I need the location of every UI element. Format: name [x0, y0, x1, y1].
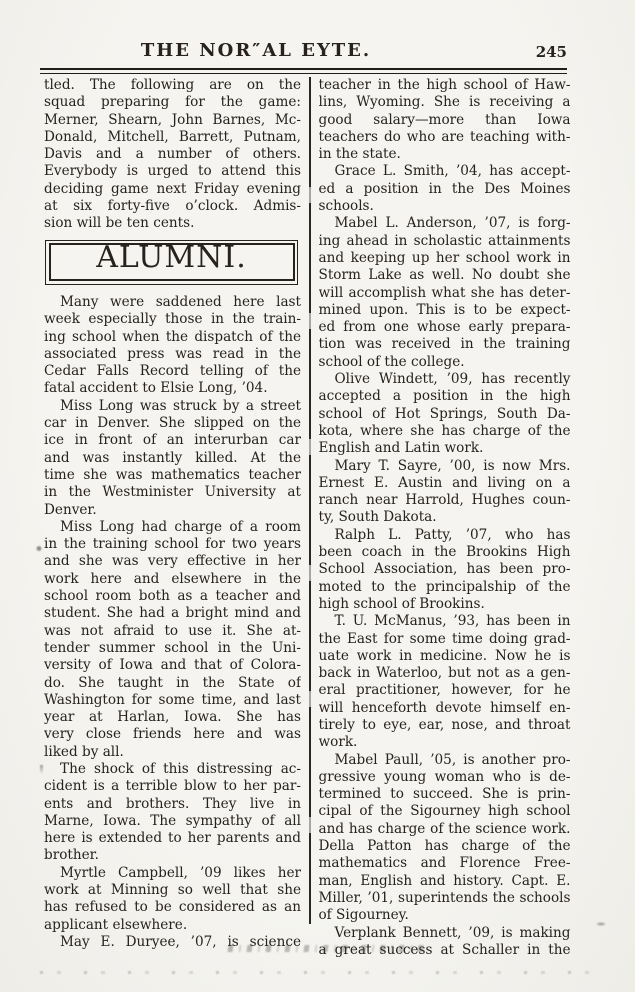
text-line: Mabel L. Anderson, ’07, is forg-: [334, 215, 571, 232]
text-line: squad preparing for the game:: [44, 94, 301, 111]
text-line: year at Harlan, Iowa. She has: [44, 709, 301, 726]
text-line: Davis and a number of others.: [44, 146, 301, 163]
text-line: week especially those in the train-: [44, 311, 301, 328]
text-line: associated press was read in the: [44, 345, 301, 362]
text-line: liked by all.: [44, 743, 124, 760]
text-line: good salary—more than Iowa: [318, 111, 571, 128]
text-line: fatal accident to Elsie Long, ’04.: [44, 380, 268, 397]
text-line: work at Minning so well that she: [44, 882, 301, 899]
text-columns: [44, 77, 571, 959]
text-line: ing school when the dispatch of the: [44, 328, 301, 345]
text-line: English and Latin work.: [318, 440, 484, 457]
paragraph: [319, 458, 571, 527]
text-line: ed from one whose early prepara-: [318, 319, 571, 336]
text-line: applicant elsewhere.: [44, 916, 188, 933]
section-heading-box-inner: [49, 240, 295, 281]
text-line: May E. Duryee, ’07, is science: [60, 933, 301, 950]
scan-artifact-margin-mark: [36, 545, 42, 552]
paragraph: [44, 294, 301, 398]
text-line: gressive young woman who is de-: [318, 768, 571, 785]
paragraph: [44, 761, 301, 865]
text-line: Washington for some time, and last: [44, 691, 301, 708]
text-line: T. U. McManus, ’93, has been in: [334, 613, 571, 630]
text-line: Merner, Shearn, John Barnes, Mc-: [44, 111, 301, 128]
text-line: work.: [318, 734, 358, 751]
text-line: The shock of this distressing ac-: [60, 760, 301, 777]
text-line: and keeping up her school work in: [318, 249, 571, 266]
text-line: has refused to be considered as an: [44, 899, 301, 916]
text-line: tirely to eye, ear, nose, and throat: [318, 716, 571, 733]
text-line: Miss Long had charge of a room: [60, 518, 301, 535]
text-line: school of the college.: [318, 353, 465, 370]
scan-artifact-edge-smudge: [596, 922, 606, 926]
text-line: will accomplish what she has deter-: [318, 284, 571, 301]
text-line: work here and elsewhere in the: [44, 570, 301, 587]
scan-artifact-margin-tick: [40, 765, 43, 774]
text-line: deciding game next Friday evening: [44, 180, 301, 197]
header-double-rule: [40, 68, 567, 74]
text-line: car in Denver. She slipped on the: [44, 415, 301, 432]
text-line: the East for some time doing grad-: [318, 630, 571, 647]
text-line: kota, where she has charge of the: [318, 422, 571, 439]
text-line: at six forty-five o’clock. Admis-: [44, 198, 301, 215]
text-line: Marne, Iowa. The sympathy of all: [44, 812, 301, 829]
text-line: mathematics and Florence Free-: [318, 855, 571, 872]
text-line: time she was mathematics teacher: [44, 466, 301, 483]
text-line: ranch near Harrold, Hughes coun-: [318, 492, 571, 509]
text-line: do. She taught in the State of: [44, 674, 301, 691]
text-line: in the state.: [318, 146, 401, 163]
text-line: been coach in the Brookins High: [318, 544, 571, 561]
column-divider-rule: [309, 77, 311, 924]
paragraph: [44, 519, 301, 761]
text-line: teacher in the high school of Haw-: [318, 77, 571, 93]
right-column-paragraphs: [319, 77, 571, 959]
text-line: cident is a terrible blow to her par-: [44, 778, 301, 795]
paragraph: [44, 865, 301, 934]
text-line: ty, South Dakota.: [318, 509, 437, 526]
paragraph: [44, 398, 301, 519]
text-line: Many were saddened here last: [60, 293, 301, 310]
text-line: Grace L. Smith, ’04, has accept-: [334, 163, 571, 180]
left-column-paragraphs: [44, 294, 301, 951]
paragraph: [44, 77, 301, 233]
text-line: uate work in medicine. Now he is: [318, 647, 571, 664]
text-line: lins, Wyoming. She is receiving a: [318, 94, 571, 111]
text-line: in the training school for two years: [44, 536, 301, 553]
text-line: and has charge of the science work.: [318, 820, 571, 837]
text-line: student. She had a bright mind and: [44, 605, 301, 622]
text-line: ents and brothers. They live in: [44, 795, 301, 812]
text-line: Cedar Falls Record telling of the: [44, 363, 301, 380]
text-line: eral practitioner, however, for he: [318, 682, 571, 699]
page-number: 245: [535, 43, 567, 61]
text-line: Verplank Bennett, ’09, is making: [334, 924, 571, 941]
text-line: Denver.: [44, 501, 97, 518]
text-line: Myrtle Campbell, ’09 likes her: [60, 864, 301, 881]
text-line: Ralph L. Patty, ’07, who has: [334, 526, 571, 543]
text-line: Everybody is urged to attend this: [44, 163, 301, 180]
text-line: brother.: [44, 847, 99, 864]
left-column-top-paragraphs: [44, 77, 301, 233]
paragraph: [319, 925, 571, 960]
paragraph: [319, 215, 571, 371]
text-line: moted to the principalship of the: [318, 578, 571, 595]
text-line: accepted a position in the high: [318, 388, 571, 405]
text-line: in the Westminister University at: [44, 484, 301, 501]
text-line: schools.: [318, 198, 374, 215]
text-line: a great success at Schaller in the: [318, 941, 571, 958]
paragraph: [319, 752, 571, 925]
text-line: teachers do who are teaching with-: [318, 128, 571, 145]
paragraph: [319, 527, 571, 613]
text-line: of Sigourney.: [318, 907, 409, 924]
section-heading: ALUMNI.: [96, 240, 247, 276]
left-column: [44, 77, 301, 951]
text-line: Miller, ’01, superintends the schools: [318, 889, 571, 906]
text-line: very close friends here and was: [44, 726, 301, 743]
text-line: will henceforth devote himself en-: [318, 699, 571, 716]
text-line: school room both as a teacher and: [44, 588, 301, 605]
page-title: THE NOR″AL EYTE.: [140, 40, 372, 61]
text-line: versity of Iowa and that of Colora-: [44, 657, 301, 674]
section-heading-box: [45, 240, 298, 285]
text-line: Miss Long was struck by a street: [60, 397, 301, 414]
text-line: Ernest E. Austin and living on a: [318, 474, 571, 491]
paragraph: [319, 371, 571, 457]
text-line: was not afraid to use it. She at-: [44, 622, 301, 639]
paragraph: [319, 613, 571, 751]
text-line: Mabel Paull, ’05, is another pro-: [334, 751, 571, 768]
text-line: here is extended to her parents and: [44, 830, 301, 847]
text-line: back in Waterloo, but not as a gen-: [318, 665, 571, 682]
text-line: Della Patton has charge of the: [318, 838, 571, 855]
text-line: and was instantly killed. At the: [44, 449, 301, 466]
text-line: ed a position in the Des Moines: [318, 180, 571, 197]
text-line: tion was received in the training: [318, 336, 571, 353]
text-line: mined upon. This is to be expect-: [318, 301, 571, 318]
text-line: tled. The following are on the: [44, 77, 301, 93]
text-line: termined to succeed. She is prin-: [318, 786, 571, 803]
right-column: [314, 77, 571, 959]
paragraph: [44, 934, 301, 951]
text-line: Mary T. Sayre, ’00, is now Mrs.: [334, 457, 571, 474]
text-line: high school of Brookins.: [318, 595, 485, 612]
text-line: Donald, Mitchell, Barrett, Putnam,: [44, 128, 301, 145]
text-line: Storm Lake as well. No doubt she: [318, 267, 571, 284]
text-line: tender summer school in the Uni-: [44, 639, 301, 656]
text-line: ice in front of an interurban car: [44, 432, 301, 449]
scan-artifact-dotted-row: [40, 971, 600, 974]
text-line: Olive Windett, ’09, has recently: [334, 371, 571, 388]
paragraph: [319, 77, 571, 163]
text-line: school of Hot Springs, South Da-: [318, 405, 571, 422]
text-line: man, English and history. Capt. E.: [318, 872, 571, 889]
text-line: and she was very effective in her: [44, 553, 301, 570]
paragraph: [319, 163, 571, 215]
text-line: sion will be ten cents.: [44, 215, 195, 232]
text-line: School Association, has been pro-: [318, 561, 571, 578]
text-line: cipal of the Sigourney high school: [318, 803, 571, 820]
text-line: ing ahead in scholastic attainments: [318, 232, 571, 249]
